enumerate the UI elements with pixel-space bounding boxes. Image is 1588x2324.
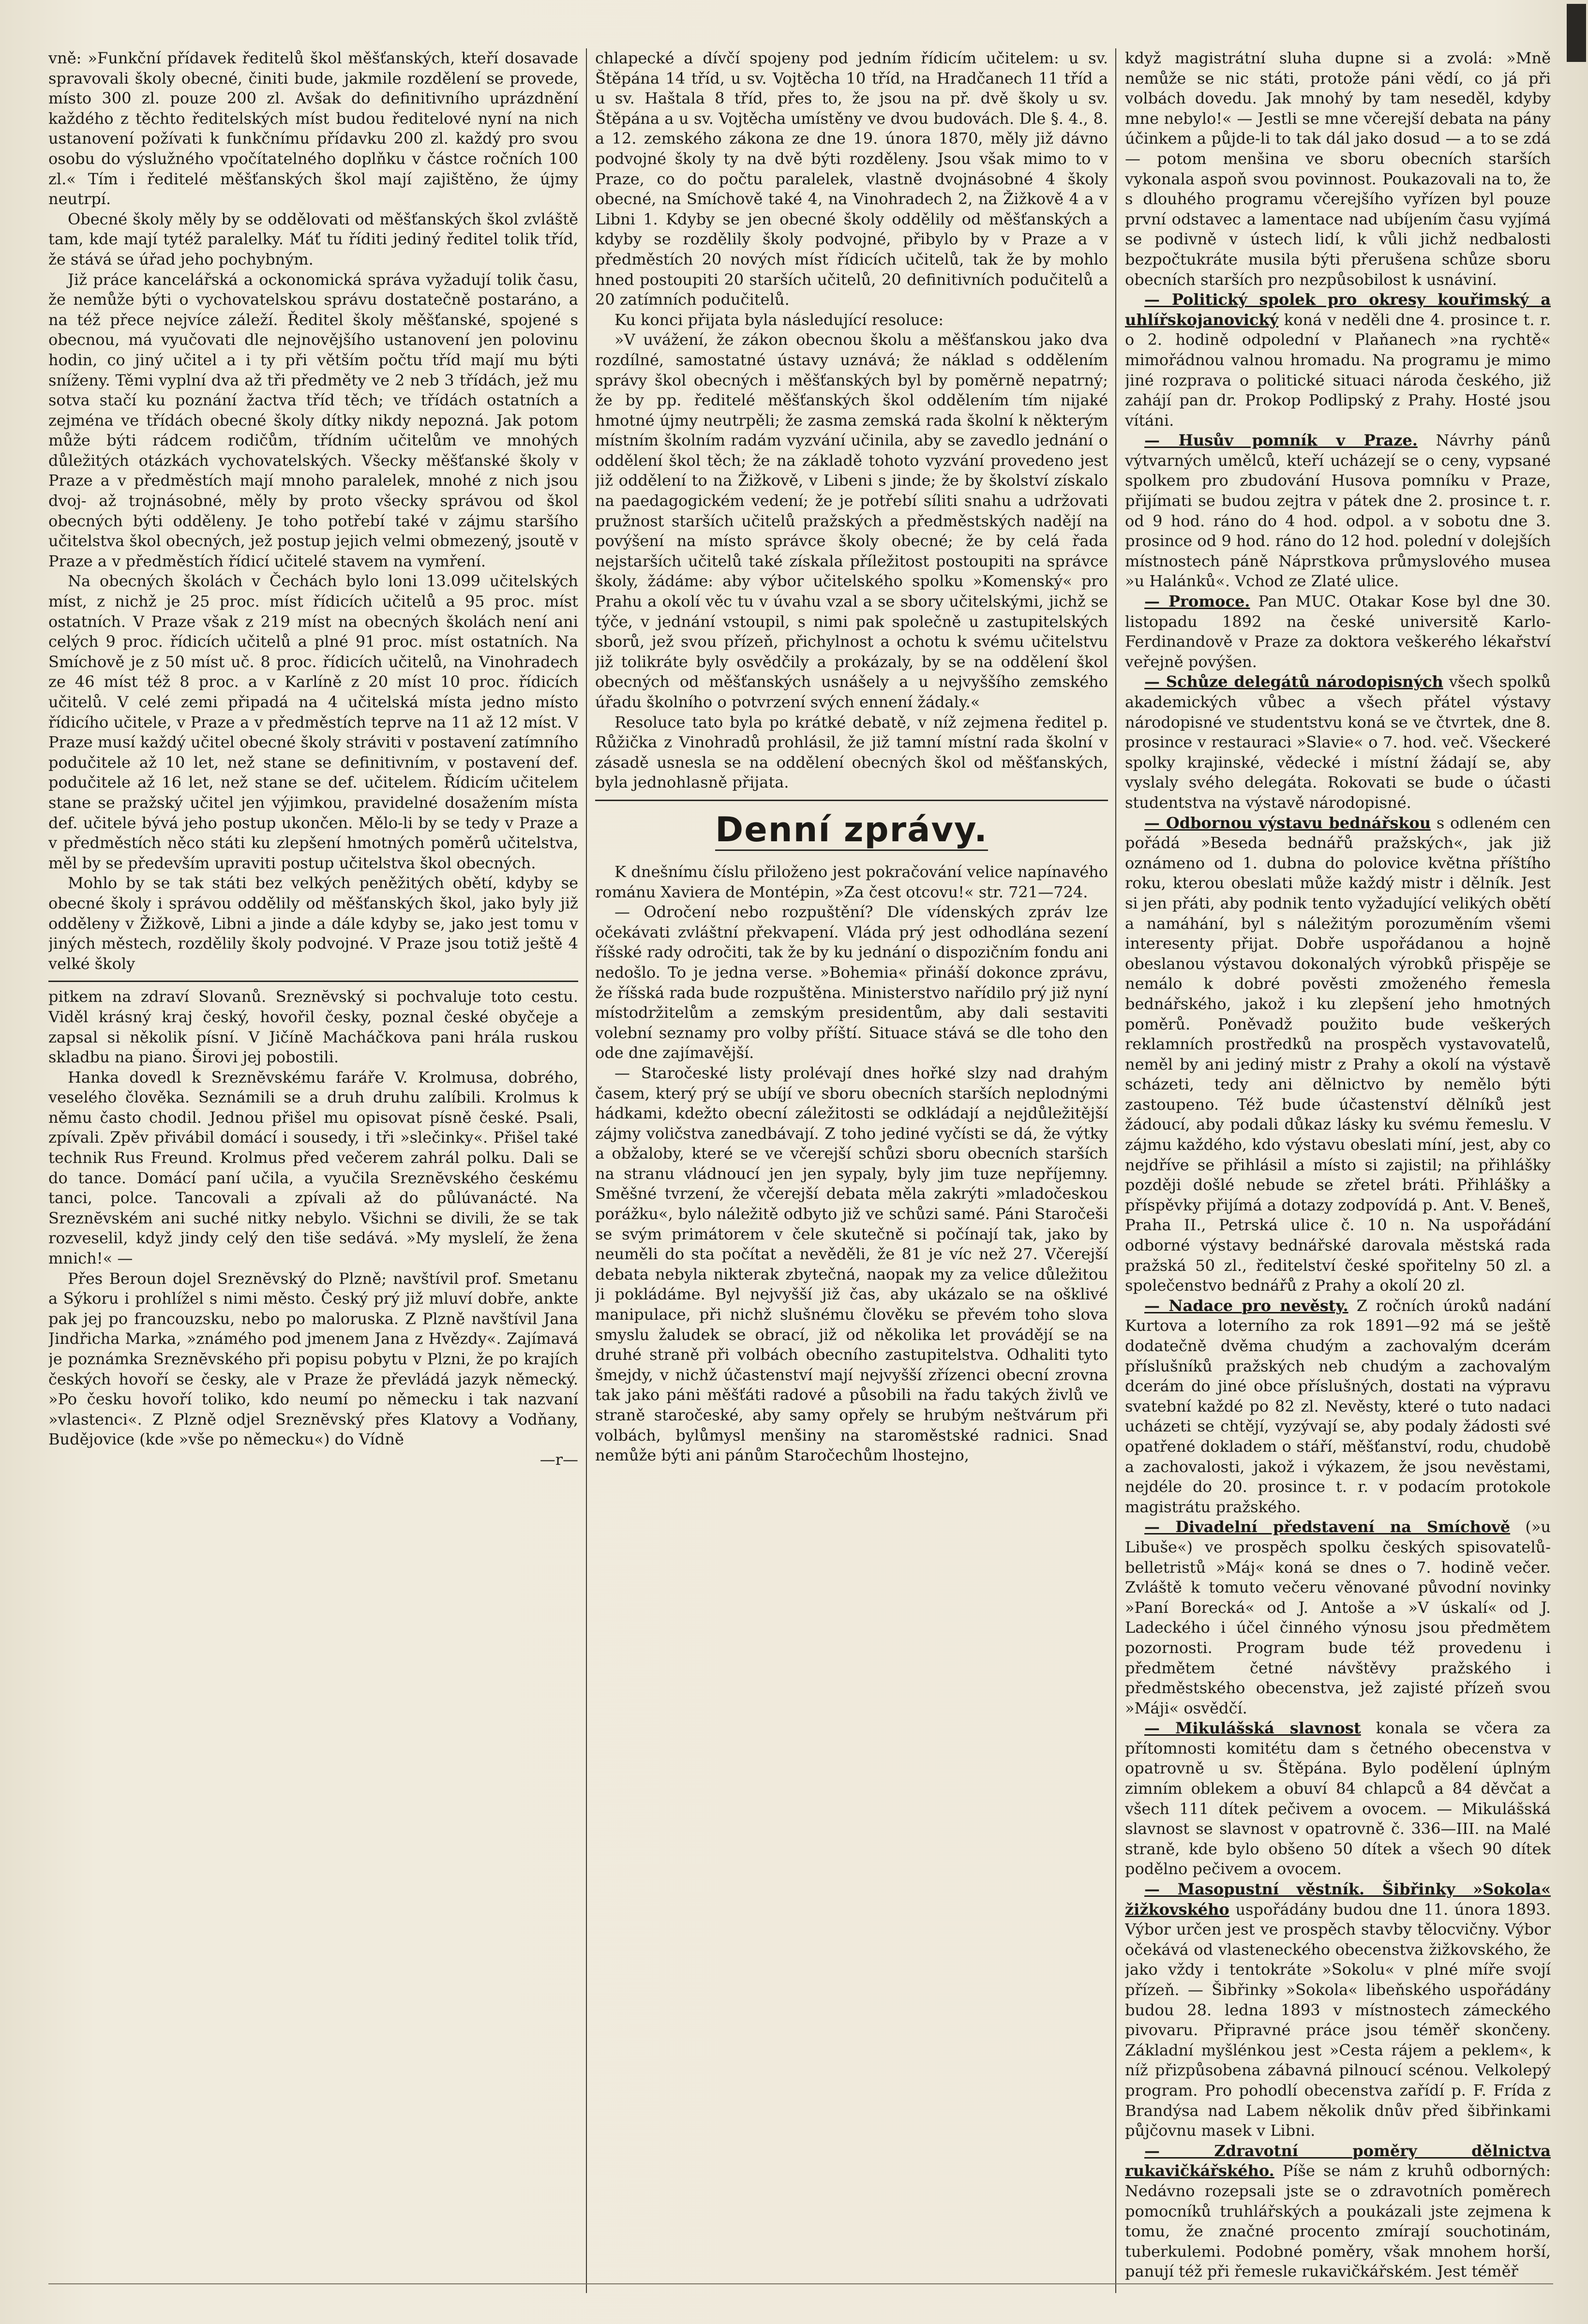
page-bottom-edge — [48, 2283, 1553, 2284]
news-body: uspořádány budou dne 11. února 1893. Výbor určen jest ve prospěch stavby tělocvičny. Výbor očekává od vlasteneckého obecenstva žižkovského, že jako vždy i tentokráte »Sokolu« v plné míře svojí přízeň. — Šibřinky »Sokola« libeňského uspořádány budou 28. ledna 1893 v místnostech zámeckého pivovaru. Připravné práce jsou téměř skončeny. Základní myšlénkou jest »Cesta rájem a peklem«, k níž přizpůsobena zábavná pilnoucí scénou. Velkolepý program. Pro pohodlí obecenstva zařídí p. F. Frída z Brandýsa nad Labem několik dnův před šibřinkami půjčovnu masek v Libni. — [1125, 1900, 1551, 2140]
news-heading: — Zdravotní poměry dělnictva rukavičkářského. — [1125, 2141, 1551, 2180]
article-paragraph: Již práce kancelářská a ockonomická správa vyžadují tolik času, že nemůže býti o vychovatelskou správu dostatečně postaráno, a na též přece nejvíce záleží. Ředitel školy měšťanské, spojené s obecnou, má vyučovati dle nejnovějšího ustanovení jen polovinu hodin, co jiný učitel a i ty při větším počtu tříd mají mu býti sníženy. Těmi vyplní dva až tři předměty ve 2 neb 3 třídách, jež mu sotva stačí ku poznání žactva tříd těch; ve třídách ostatních a zejména ve třídách obecné školy dítky nikdy nepozná. Jak potom může býti rádcem rodičům, třídním učitelům ve mnohých důležitých otázkách vychovatelských. Všecky měšťanské školy v Praze a v předměstích mají mnoho paralelek, mnohé z nich jsou dvoj- až trojnásobné, měly by proto všecky správou od škol obecných býti odděleny. Je toho potřebí také v zájmu staršího učitelstva škol obecných, jež postup jejich velmi obmezený, jsoutě v Praze a v předměstích řídicí učitelé stavem na vymření. — [48, 270, 578, 570]
resolution-intro: Ku konci přijata byla následující resoluce: — [614, 310, 944, 329]
news-body: Píše se nám z kruhů odborných: Nedávno rozepsali jste se o zdravotních poměrech pomocníků truhlářských a poukázali jste zejmena k tomu, že značné procento zmírají souchotinám, tuberkulemi. Podobné poměry, však mnohem horší, panují též při řemesle rukavičkářském. Jest téměř — [1125, 2161, 1551, 2281]
news-body: Z ročních úroků nadání Kurtova a loterního za rok 1891—92 má se ještě dodatečně dvěma chudým a zachovalým dcerám příslušníků pražských neb chudým a zachovalým dcerám do jiné obce příslušných, dostati na výpravu svatební každé po 82 zl. Nevěsty, které o tuto nadaci ucházeti se chtějí, vyzývají se, aby podaly žádosti své opatřené dokladem o stáří, měšťanství, rodu, chudobě a zachovalosti, jakož i výkazem, že jsou nevěstami, nejdéle do 20. prosince t. r. v podacím protokole magistrátu pražského. — [1125, 1296, 1551, 1516]
news-body: Návrhy pánů výtvarných umělců, kteří ucházejí se o ceny, vypsané spolkem pro zbudování Husova pomníku v Praze, přijímati se budou zejtra v pátek dne 2. prosince t. r. od 9 hod. ráno do 4 hod. odpol. a v sobotu dne 3. prosince od 9 hod. ráno do 12 hod. polední v dolejších místnostech páně Náprstkova průmyslového musea »u Halánků«. Vchod ze Zlaté ulice. — [1125, 431, 1551, 591]
news-item: — Staročeské listy prolévají dnes hořké slzy nad drahým časem, který prý se ubíjí ve sboru obecních starších neplodnými hádkami, kdežto obecní záležitosti se odkládají a nejdůležitější zájmy voličstva zanedbávají. Z toho jediné vyčísti se dá, že výtky a obžaloby, které se ve včerejší schůzi sboru obecních starších na stranu vládnoucí jen jen sypaly, byly jim tuze nepříjemny. Směšné tvrzení, že včerejší debata měla zakrýti »mladočeskou porážku«, bylo náležitě odbyto již ve schůzi samé. Páni Staročeši se svým primátorem v čele skutečně si počínají tak, jako by neuměli do sta počítat a nevěděli, že 81 je víc než 27. Včerejší debata nebyla nikterak zbytečná, naopak my za velice důležitou ji pokládáme. Byl nejvyšší již čas, aby ukázalo se na ošklivé manipulace, při nichž slušnému člověku se převém toho slova smyslu žaludek se obrací, již od několika let provádějí se na druhé straně při volbách obecního zastupitelstva. Odhaliti tyto šmejdy, v nichž účastenství mají nejvyšší zřízenci obecní zrovna tak jako páni měšťáti radové a působili na řadu takých živlů ve straně staročeské, aby samy opřely se hrubým neštvárum při volbách, bylůmysl menšiny na staroměstské radnici. Snad nemůže býti ani pánům Staročechům lhostejno, — [595, 1063, 1108, 1465]
article-paragraph: vně: »Funkční přídavek ředitelů škol měšťanských, kteří dosavade spravovali školy obecné, činiti bude, jakmile rozdělení se provede, místo 300 zl. pouze 200 zl. Avšak do definitivního uprázdnění každého z těchto ředitelských míst budou ředitelové nyní na nich ustanovení požívati k funkčnímu přídavku 200 zl. každý pro svou osobu do výslužného vpočítatelného doplňku v částce ročních 100 zl.« Tím i ředitelé měšťanských škol mají zajištěno, že újmy neutrpí. — [48, 49, 578, 209]
news-body: s odleném cen pořádá »Beseda bednářů pražských«, jak již oznámeno od 1. dubna do polovice května příštího roku, kterou obeslati může každý mistr i dělník. Jest si jen přáti, aby podnik tento vyžadující velikých obětí a namáhání, byl s náležitým porozuměním všemi interesenty přijat. Dobře uspořádanou a hojně obeslanou výstavou dokonalých výrobků přispěje se nemálo k dobré pověsti zmoženého řemesla bednářského, jakož i ku zlepšení jeho hmotných poměrů. Poněvadž použito bude veškerých reklamních prostředků na prospěch vystavovatelů, neměl by ani jediný mistr z Prahy a okolí na výstavě scházeti, tedy ani dělnictvo by nemělo býti zastoupeno. Též bude účastenství dělníků jest žádoucí, aby podali důkaz lásky ku svému řemeslu. V zájmu každého, kdo výstavu obeslati míní, jest, aby co nejdříve se přihlásil a místo si zajistil; na přihlášky později došlé nebude se zřetel bráti. Přihlášky a příspěvky přijímá a dotazy zodpovídá p. Ant. V. Beneš, Praha II., Petrská ulice č. 10 n. Na uspořádání odborné výstavy bednářské darovala městská rada pražská 50 zl., ředitelství české spořitelny 50 zl. a společenstvo bednářů z Prahy a okolí 20 zl. — [1125, 813, 1551, 1295]
article-paragraph: Obecné školy měly by se oddělovati od měšťanských škol zvláště tam, kde mají tytéž paralelky. Máť tu říditi jediný ředitel tolik tříd, že stává se úřad jeho pochybným. — [48, 209, 578, 268]
feuilleton-paragraph: Přes Beroun dojel Sreznĕvský do Plzně; navštívil prof. Smetanu a Sýkoru i prohlížel s nimi město. Český prý již mluví dobře, ankte pak jej po francouzsku, nebo po maloruska. Z Plzně navštívil Jana Jindřicha Marka, »známého pod jmenem Jana z Hvězdy«. Zajímavá je poznámka Sreznĕvského při popisu pobytu v Plzni, že po krajích českých hovoří se česky, ale v Praze že převládá jazyk německý. »Po česku hovoří toliko, kdo neumí po německu i tak nazvaní »vlastenci«. Z Plzně odjel Sreznĕvský přes Klatovy a Vodňany, Budějovice (kde »vše po německu«) do Vídně — [48, 1269, 578, 1449]
news-heading: — Politický spolek pro okresy kouřimský a uhlířskojanovický — [1125, 290, 1551, 329]
feuilleton-divider — [48, 981, 578, 982]
article-paragraph: Na obecných školách v Čechách bylo loni 13.099 učitelských míst, z nichž je 25 proc. míst řídicích učitelů a 95 proc. míst ostatních. V Praze však z 219 míst na obecných školách není ani celých 9 proc. řídicích učitelů a plné 91 proc. míst ostatních. Na Smíchově je z 50 míst uč. 8 proc. řídicích učitelů, na Vinohradech ze 46 míst též 8 proc. a v Karlíně z 20 míst 10 proc. řídicích učitelů. V celé zemi připadá na 4 učitelská místa jedno místo řídicího učitele, v Praze a v předměstích teprve na 11 až 12 míst. V Praze musí každý učitel obecné školy stráviti v postavení zatímního podučitele až 10 let, než stane se definitivním, v postavení def. podučitele až 16 let, než stane se def. učitelem. Řídicím učitelem stane se pražský učitel jen výjimkou, pravidelné dosažením místa def. učitele bývá jeho postup ukončen. Mělo-li by se tedy v Praze a v předměstích něco státi ku zlepšení hmotných poměrů učitelstva, měl by se především upraviti postup učitelstva škol obecných. — [48, 572, 578, 872]
scan-edge-mark — [1567, 4, 1586, 62]
news-body: Pan MUC. Otakar Kose byl dne 30. listopadu 1892 na české universitě Karlo-Ferdinandově v Praze za doktora veškerého lékařství veřejně povýšen. — [1125, 592, 1551, 671]
article-paragraph: když magistrátní sluha dupne si a zvolá: »Mně nemůže se nic státi, protože páni vědí, co já při volbách dovedu. Jak mnohý by tam neseděl, kdyby mne nebylo!« — Jestli se mne včerejší debata na pány účinkem a půjde-li to tak dál jako dosud — a to se zdá — potom menšina ve sboru obecních starších vykonala aspoň svou povinnost. Poukazovali na to, že s dlouhého programu včerejšího vyřízen byl pouze první odstavec a lamentace nad ubíjením času vyjímá se podivně v ústech lidí, k vůli jichž nedbalosti bezpočtukráte musila býti přerušena schůze sboru obecních starších pro nezpůsobilost k usnáviní. — [1125, 49, 1551, 289]
news-item — [1125, 813, 1551, 1296]
article-paragraph: chlapecké a dívčí spojeny pod jedním řídicím učitelem: u sv. Štěpána 14 tříd, u sv. Vojtěcha 10 tříd, na Hradčanech 11 tříd a u sv. Haštala 8 tříd, přes to, že jsou na př. dvě školy u sv. Štěpána a u sv. Vojtěcha umístěny ve dvou budovách. Dle §. 4., 8. a 12. zemského zákona ze dne 19. února 1870, měly již dávno podvojné školy ty na dvě býti rozděleny. Jsou však mimo to v Praze, co do počtu paralelek, vlastně dvojnásobné 4 školy obecné, na Smíchově také 4, na Vinohradech 2, na Žižkově 4 a v Libni 1. Kdyby se jen obecné školy oddělily od měšťanských a kdyby se rozdělily školy podvojné, přibylo by v Praze a v předměstích 20 nových míst řídicích učitelů, tak že by mohlo hned postoupiti 20 starších učitelů, 20 definitivních podučitelů a 20 zatímních podučitelů. — [595, 49, 1108, 309]
feuilleton-signature: —r— — [539, 1450, 578, 1469]
column-divider — [1115, 48, 1116, 2293]
news-item: K dnešnímu číslu přiloženo jest pokračování velice napínavého románu Xaviera de Montépin, »Za čest otcovu!« str. 721—724. — [595, 862, 1108, 901]
news-item — [1125, 431, 1551, 592]
article-paragraph: Resoluce tato byla po krátké debatě, v níž zejmena ředitel p. Růžička z Vinohradů prohlásil, že již tamní místní rada školní v zásadě usnesla se na oddělení obecných škol od měšťanských, byla jednohlasně přijata. — [595, 713, 1108, 792]
news-body: koná v neděli dne 4. prosince t. r. o 2. hodině odpolední v Plaňanech »na rychtě« mimořádnou valnou hromadu. Na programu je mimo jiné rozprava o politické situaci národa českého, již zahájí pan dr. Prokop Podlipský z Prahy. Hosté jsou vítáni. — [1125, 310, 1551, 430]
section-divider — [595, 800, 1108, 801]
news-heading: — Masopustní věstník. Šibřinky »Sokola« žižkovského — [1125, 1880, 1551, 1919]
news-body: všech spolků akademických vůbec a všech přátel výstavy národopisné ve studentstvu koná se ve čtvrtek, dne 8. prosince v restauraci »Slavie« o 7. hod. več. Všeckeré spolky krajinské, vědecké i místní žádají se, aby vyslaly svého delegáta. Rokovati se bude o účasti studentstva na výstavě národopisné. — [1125, 672, 1551, 812]
resolution-text: »V uvážení, že zákon obecnou školu a měšťanskou jako dva rozdílné, samostatné ústavy uznává; že náklad s oddělením správy škol obecných i měšťanských byl by poměrně nepatrný; že by pp. ředitelé měšťanských škol oddělením tím nijaké hmotné újmy neutrpěli; že zasma zemská rada školní k některým místním školním radám vyzvání učinila, aby se zavedlo jednání o oddělení škol těch; že na základě tohoto vyzvání provedeno jest již oddělení to na Žižkově, v Libeni s jinde; že by školství získalo na paedagogickém vedení; že je potřebí síliti snahu a udržovati pružnost starších učitelů pražských a předměstských nadějí na povýšení na místo správce školy obecné; že by celá řada nejstarších učitelů také získala příležitost postoupiti na správce školy, žádáme: aby výbor učitelského spolku »Komenský« pro Prahu a okolí věc tu v úvahu vzal a se sbory učitelskými, jichž se týče, v jednání vstoupil, s nimi pak společně u zastupitelských sborů, jež svou přízeň, přichylnost a ochotu k svému učitelstvu již tolikráte byly osvědčily a prokázaly, by se na oddělení škol obecných od měšťanských usnášely a u nejvyššího zemského úřadu školního o potvrzení svých ennení žádaly.« — [595, 330, 1108, 711]
news-heading: — Odbornou výstavu bednářskou — [1144, 813, 1431, 832]
news-item — [1125, 1296, 1551, 1518]
news-item — [1125, 592, 1551, 672]
news-item — [1125, 2141, 1551, 2282]
news-body: konala se včera za přítomnosti komitétu dam s četného obecenstva v opatrovně u sv. Štěpána. Bylo podělení úplným zimním oblekem a obuví 84 chlapců a 84 děvčat a všech 111 dítek pečivem a ovocem. — Mikulášská slavnost se slavnost v opatrovně č. 336—III. na Malé straně, kde bylo obšeno 50 dítek a všech 90 dítek podělno pečivem a ovocem. — [1125, 1719, 1551, 1878]
news-item: — Odročení nebo rozpuštění? Dle vídenských zpráv lze očekávati zvláštní překvapení. Vláda prý jest odhodlána sezení říšské rady odročiti, tak že by ku jednání o dispozičním fondu ani nedošlo. To je jedna verse. »Bohemia« přináší dokonce zprávu, že říšská rada bude rozpuštěna. Ministerstvo nařídilo prý již nyní místodržitelům a zemským presidentům, aby dali sestaviti volební seznamy pro volby příští. Situace stává se dle toho den ode dne zajímavější. — [595, 903, 1108, 1062]
column-3 — [1125, 48, 1551, 2303]
feuilleton-paragraph: pitkem na zdraví Slovanů. Sreznĕvský si pochvaluje toto cestu. Viděl krásný kraj český, hovořil česky, poznal české obyčeje a zapsal si několik písní. V Jičíně Macháčkova pani hrála ruskou skladbu na piano. Širovi jej pobostili. — [48, 987, 578, 1067]
news-heading: — Mikulášská slavnost — [1144, 1719, 1361, 1738]
column-divider — [586, 48, 587, 2293]
news-heading: — Divadelní představení na Smíchově — [1144, 1518, 1511, 1536]
news-item — [1125, 1879, 1551, 2141]
news-heading: — Promoce. — [1144, 592, 1250, 611]
news-item — [1125, 1718, 1551, 1879]
news-heading: — Nadace pro nevěsty. — [1144, 1296, 1348, 1315]
news-heading: — Husův pomník v Praze. — [1144, 431, 1418, 450]
news-body: (»u Libuše«) ve prospěch spolku českých spisovatelů-belletristů »Máj« koná se dnes o 7. hodině večer. Zvláště k tomuto večeru věnované původní novinky »Paní Borecká« od J. Antoše a »V úskalí« od J. Ladeckého i účel činného výnosu jsou předmětem pozornosti. Program bude též provedenu i předmětem četné návštěvy pražského i předměstského obecenstva, jež zajisté přízeň svou »Máji« osvědčí. — [1125, 1518, 1551, 1717]
news-item — [1125, 290, 1551, 431]
news-item — [1125, 672, 1551, 813]
column-1 — [48, 48, 578, 2303]
news-heading: — Schůze delegátů národopisných — [1144, 672, 1443, 691]
feuilleton-paragraph: Hanka dovedl k Sreznĕvskému faráře V. Krolmusa, dobrého, veselého člověka. Seznámili se a druh druhu zalíbili. Krolmus k němu často chodil. Jednou přišel mu opisovat písně české. Psali, zpívali. Zpěv přivábil domácí i sousedy, i tři »slečinky«. Přišel také technik Rus Freund. Krolmus před večerem zahrál polku. Dali se do tance. Domácí paní učila, a vyučila Sreznĕvského českému tanci, polce. Tancovali a zpívali až do půlúvanácté. Na Sreznĕvském ani suché nitky nebylo. Všichni se divili, že se tak rozveselil, když jindy celý den tiše sedává. »My myslelí, že žena mnich!« — — [48, 1068, 578, 1268]
column-2 — [595, 48, 1108, 2303]
article-paragraph: Mohlo by se tak státi bez velkých peněžitých obětí, kdyby se obecné školy i správou oddělily od měšťanských škol, jako byly již odděleny v Žižkově, Libni a jinde a dále kdyby se, jako jest tomu v jiných městech, rozdělily školy podvojné. V Praze jsou totiž ještě 4 velké školy — [48, 874, 578, 973]
section-title: Denní zprávy. — [595, 806, 1108, 853]
news-item — [1125, 1517, 1551, 1718]
